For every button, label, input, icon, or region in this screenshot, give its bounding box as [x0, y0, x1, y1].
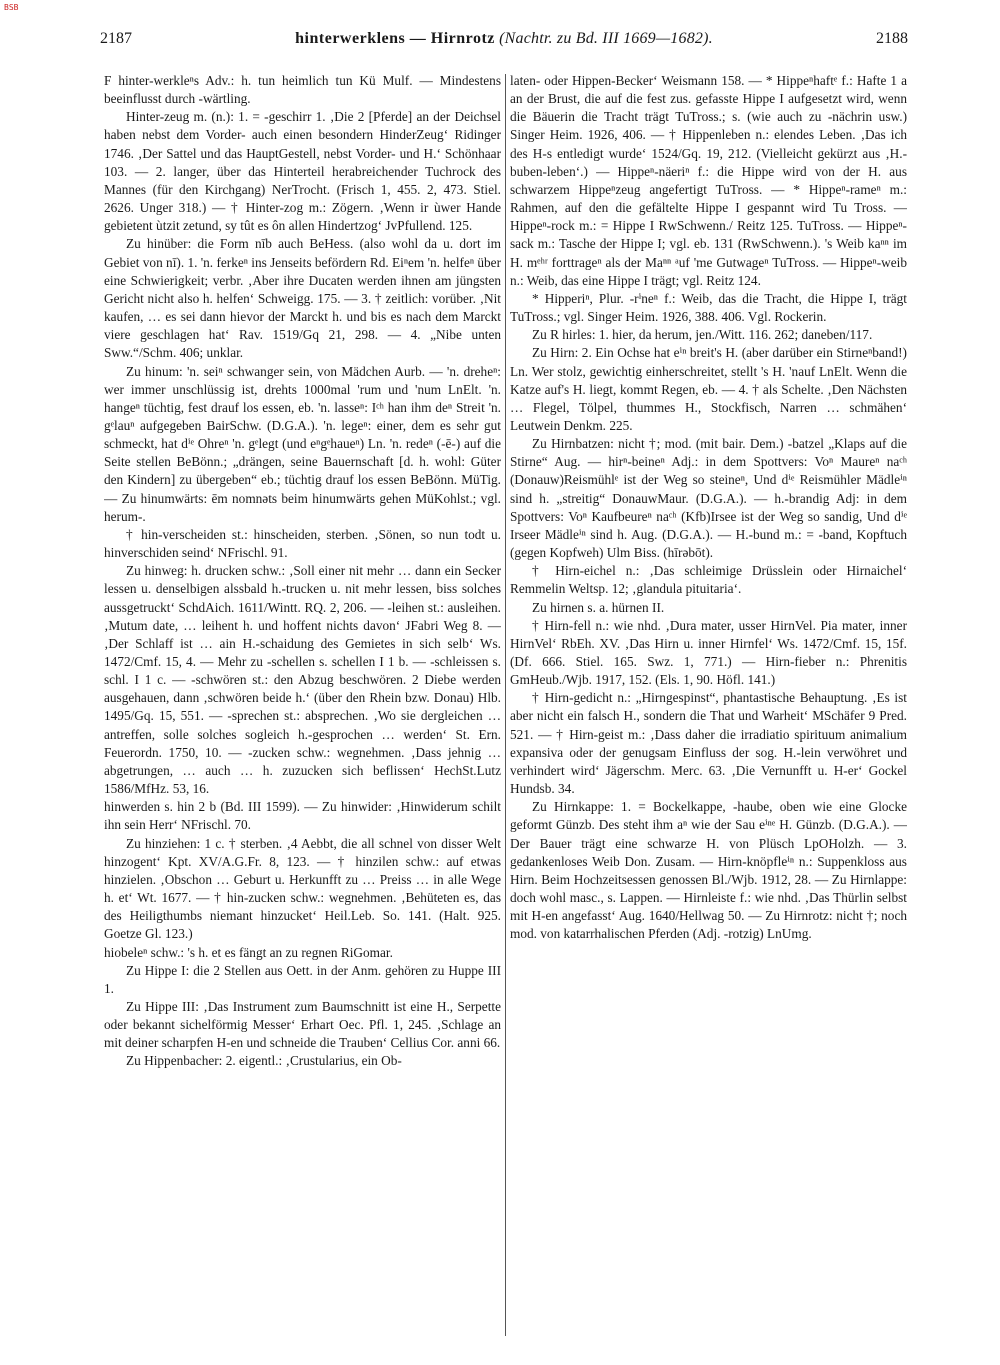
entry-hinum: Zu hinum: 'n. seiⁿ schwanger sein, von Mädchen Aurb. — 'n. dreheⁿ: wer immer unschlüssig ist, drehts 1000mal 'rum und 'num LnElt. 'n. hangeⁿ tüchtig, fest drauf los essen, eb. 'n. lasseⁿ: Iᶜʰ han ihm deⁿ Streit 'n. gᵉlauⁿ aufgegeben BairSchw. (D.G.A.). 'n. legeⁿ: einer, dem es sehr gut schmeckt, hat dⁱᵉ Ohreⁿ 'n. gᵉlegt (und eⁿgᵉhaueⁿ) Ln. 'n. redeⁿ (-ē-) auf die Seite stellen BeBönn.; „drängen, seine Bauernschaft [d. h. wohl: Güter den Kindern] zu übergeben“ eb.; tüchtig drauf los essen BeBönn. MüTig. — Zu hinumwärts: ēm nomnəts beim hinumwärts gehen MüKohlst.; vgl. herum-.	[104, 363, 501, 524]
entry-hirnkappe: Zu Hirnkappe: 1. = Bockelkappe, -haube, oben wie eine Glocke geformt Günzb. Des steht ihm aⁿ wie der Sau eⁱⁿᵉ H. Günzb. (D.G.A.). — Der Bauer trägt eine schwarze H. von Plüsch LpOHolzh. — 3. gedankenloses Weib Don. Zusam. — Hirn-knöpfleⁱⁿ n.: Suppenkloss aus Hirn. Beim Hochzeitsessen genossen Bl./Wjb. 1912, 28. — Zu Hirnlappe: doch wohl masc., s. Lappen. — Hirnleiste f.: wie nhd. ‚Das Thürlin selbst mit H-en angefasst‘ Aug. 1640/Hellwag 50. — Zu Hirnrotz: nicht †; noch mod. von katarrhalischen Pferden (Adj. -rotzig) LnUmg.	[510, 799, 907, 942]
library-stamp: BSB	[4, 3, 19, 12]
entry-hinwerden: hinwerden s. hin 2 b (Bd. III 1599). — Zu hinwider: ‚Hinwiderum schilt ihn sein Herr‘ NFrischl. 70.	[104, 799, 501, 833]
headword-range: hinterwerklens — Hirnrotz	[295, 30, 495, 47]
entry-hirnen: Zu hirnen s. a. hürnen II.	[532, 599, 665, 615]
entry-hippenbacher: Zu Hippenbacher: 2. eigentl.: ‚Crustularius, ein Ob-	[126, 1053, 402, 1069]
entry-hiobelen: hiobeleⁿ schw.: 's h. et es fängt an zu regnen RiGomar.	[104, 944, 393, 960]
entry-hin-verscheiden: † hin-verscheiden st.: hinscheiden, sterben. ‚Sönen, so nun todt u. hinverschiden seind‘ NFrischl. 91.	[104, 526, 501, 561]
entry-hinziehen: Zu hinziehen: 1 c. † sterben. ‚4 Aebbt, die all schnel von disser Welt hinzogent‘ Kpt. XV/A.G.Fr. 8, 123. — † hinzilen schw.: auf etwas hinzielen. ‚Obschon … Geburt u. Herkunfft zu … Preiss … in alle Wege h. et‘ Wt. 1677. — † hin-zucken schw.: wegnehmen. ‚Behüteten es, das des Heiligthumbs niemant hinzucket‘ Heil.Leb. So. 141. (Halt. 925. Goetze Gl. 123.)	[104, 835, 501, 942]
entry-hippe-3: Zu Hippe III: ‚Das Instrument zum Baumschnitt ist eine H., Serpette oder bekannt sichelförmig Messer‘ Erhart Oec. Pfl. 1, 245. ‚Schlage an mit deiner scharpfen H-en und schneide die Trauben‘ Cellius Cor. anni 66.	[104, 998, 501, 1051]
entry-hinueber: Zu hinüber: die Form nīb auch BeHess. (also wohl da u. dort im Gebiet von nī). 1. 'n. ferkeⁿ ins Jenseits befördern Rd. Eiⁿem 'n. helfeⁿ über eine Schwierigkeit; verbr. ‚Aber ihre Ducaten werden ihnen am jüngsten Gericht nicht also h. helfen‘ Schweigg. 175. — 3. † zeitlich: vorüber. ‚Nit kaufen, … es sei dann hievor der Marckt h. und bis es nach dem Marckt viere geschlagen hat‘ Rav. 1519/Gq 21, 298. — 4. „Nibe unten Sww.“/Schm. 406; unklar.	[104, 236, 501, 361]
right-page-number: 2188	[876, 30, 908, 47]
entry-hirles: Zu R hirles: 1. hier, da herum, jen./Witt. 116. 262; daneben/117.	[532, 327, 873, 343]
entry-hirn-fell: † Hirn-fell n.: wie nhd. ‚Dura mater, usser HirnVel. Pia mater, inner HirnVel‘ RbEh. XV. ‚Das Hirn u. inner Hirnfel‘ Ws. 1472/Cmf. 15, 15f. (Df. 666. Stiel. 165. Swz. 1, 771.) — Hirn-fieber n.: Phrenitis GmHeub./Wjb. 1917, 152. (Els. 1, 90. Höfl. 141.)	[510, 617, 907, 688]
entry-hinweg: Zu hinweg: h. drucken schw.: ‚Soll einer nit mehr … dann ein Secker lessen u. denselbigen alssbald h.-trucken u. nit mehr lessen, biss solches aussgetruckt‘ SchdAich. 1611/Wintt. RQ. 2, 206. — -leihen st.: ausleihen. ‚Mutum date, … leihent h. und hoffent nichts davon‘ JFabri Weg 8. — ‚Der Schlaff ist … ain H.-schaidung des Gemietes in sich selb‘ Ws. 1472/Cmf. 15, 4. — Mehr zu -schellen s. schellen I 1 b. — -schleissen s. schl. I 1 c. — -schwören st.: den Abzug beschwören. 2 Diebe werden ausgehauen, dann ‚schwören beide h.‘ (über den Rhein bzw. Donau) Hlb. 1495/Gq. 15, 551. — -sprechen st.: absprechen. ‚Wo sie dergleichen … antreffen, solle solches sogleich h.-gesprochen … werden‘ St. Ern. Feuerordn. 1750, 10. — -zucken schw.: wegnehmen. ‚Dass jehnig … abgetrungen, … auch … h. zuzucken sich beflissen‘ HechSt.Lutz 1586/MfHz. 53, 16.	[104, 563, 501, 797]
entry-hinter-werklens: F hinter-werkleⁿs Adv.: h. tun heimlich tun Kü Mulf. — Mindestens beeinflusst durch -wärtling.	[104, 73, 501, 107]
entry-hippen-continued: laten- oder Hippen-Becker‘ Weismann 158. — * Hippeⁿhaftᵉ f.: Hafte 1 a an der Brust, die auf die fest zus. gefasste Hippe I aufgesetzt wird, wenn die Bäuerin die Tracht trägt TuTross.; s. (wie auch zu -nächrin usw.) Singer Heim. 1926, 406. — † Hippenleben n.: elendes Leben. ‚Das ich des H-s entledigt wurde‘ 1524/Gq. 19, 212. (Vielleicht gekürzt aus ‚H.-buben-leben‘.) — Hippeⁿ-näeriⁿ f.: die Hippe wird von der H. aus schwarzem Hippeⁿzeug angefertigt TuTross. — * Hippeⁿ-rameⁿ m.: Rahmen, auf den die gefältelte Hippe I gespannt wird Tu Tross. — Hippeⁿ-rock m.: = Hippe I RwSchwenn./ Reitz 125. TuTross. — Hippeⁿ-sack m.: Tasche der Hippe I; vgl. eb. 131 (RwSchwenn.). 's Weib kaⁿⁿ im H. mᵉʰʳ forttrageⁿ als der Maⁿⁿ ᵃuf 'me Gutwageⁿ TuTross. — Hippeⁿ-weib n.: Weib, das eine Hippe I trägt; vgl. Reitz 124.	[510, 73, 907, 288]
left-column	[104, 72, 501, 1342]
entry-hirn-gedicht: † Hirn-gedicht n.: „Hirngespinst“, phantastische Behauptung. ‚Es ist aber nicht ein falsch H., sondern die That und Warheit‘ MSchäfer 9 Pred. 521. — † Hirn-geist m.: ‚Dass daher die irradiatio spirituum animalium expansiva oder der genugsam Einfluss der sog. H.-lein verwöhret und verhindert wird‘ Jägerschm. Merc. 63. ‚Die Vernunfft u. H-er‘ Gockel Hundsb. 34.	[510, 690, 907, 797]
entry-hirn-eichel: † Hirn-eichel n.: ‚Das schleimige Drüsslein oder Hirnaichel‘ Remmelin Weltsp. 12; ‚glandula pituitaria‘.	[510, 563, 907, 597]
entry-hinter-zeug: Hinter-zeug m. (n.): 1. = -geschirr 1. ‚Die 2 [Pferde] an der Deichsel haben nebst dem Vorder- auch einen besondern HinderZeug‘ Ridinger 1746. ‚Der Sattel und das HauptGestell, nebst Vorder- und H.‘ Schönhaar 103. — 2. langer, über das Hinterteil herabreichender Tuchrock des Mannes (für den Kirchgang) NerTrocht. (Frisch 1, 455. 2, 473. Stiel. 2626. Unger 318.) — † Hinter-zog m.: Zögern. ‚Wenn ir ùwer Hande gebietent ùtzit zetund, sy tût es ôn allen Hindertzog‘ JvPfullend. 125.	[104, 109, 501, 234]
entry-hipperin: * Hipperiⁿ, Plur. -rⁱneⁿ f.: Weib, das die Tracht, die Hippe I, trägt TuTross.; vgl. Singer Heim. 1926, 388. 406. Vgl. Rockerin.	[510, 290, 907, 325]
left-page-number: 2187	[100, 30, 132, 47]
column-divider	[505, 74, 506, 1336]
running-title	[100, 30, 908, 48]
entry-hippe-1: Zu Hippe I: die 2 Stellen aus Oett. in der Anm. gehören zu Huppe III 1.	[104, 962, 501, 996]
entry-hirnbatzen: Zu Hirnbatzen: nicht †; mod. (mit bair. Dem.) -batzel „Klaps auf die Stirne“ Aug. — hirⁿ-beineⁿ Adj.: in dem Spottvers: Voⁿ Maureⁿ naᶜʰ (Donauw)Reismühlᵉ ist der Weg so steineⁿ, Und dⁱᵉ Reismühler Mädleⁱⁿ sind h. „streitig“ DonauwMaur. (D.G.A.). — h.-brandig Adj: in dem Spottvers: Voⁿ Kaufbeureⁿ naᶜʰ (Kfb)Irsee ist der Weg so sandig, Und dⁱᵉ Irseer Mädleⁱⁿ sind h. Aug. (D.G.A.). — H.-bund m.: = -band, Kopftuch (gegen Kopfweh) Ulm Biss. (hīrəbōt).	[510, 436, 907, 561]
right-column	[510, 72, 907, 1342]
entry-hirn: Zu Hirn: 2. Ein Ochse hat eⁱⁿ breit's H. (aber darüber ein Stirneⁿband!) Ln. Wer stolz, gewichtig einherschreitet, stellt 's H. 'nauf LnElt. Wenn die Katze auf's H. liegt, kommt Regen, eb. — 4. † als Schelte. ‚Den Nächsten … Flegel, Tölpel, thummes H., Stockfisch, Narren … schmähen‘ Leutwein Denkm. 225.	[510, 345, 907, 433]
running-subtitle: (Nachtr. zu Bd. III 1669—1682).	[499, 30, 713, 47]
page-header	[100, 30, 908, 54]
